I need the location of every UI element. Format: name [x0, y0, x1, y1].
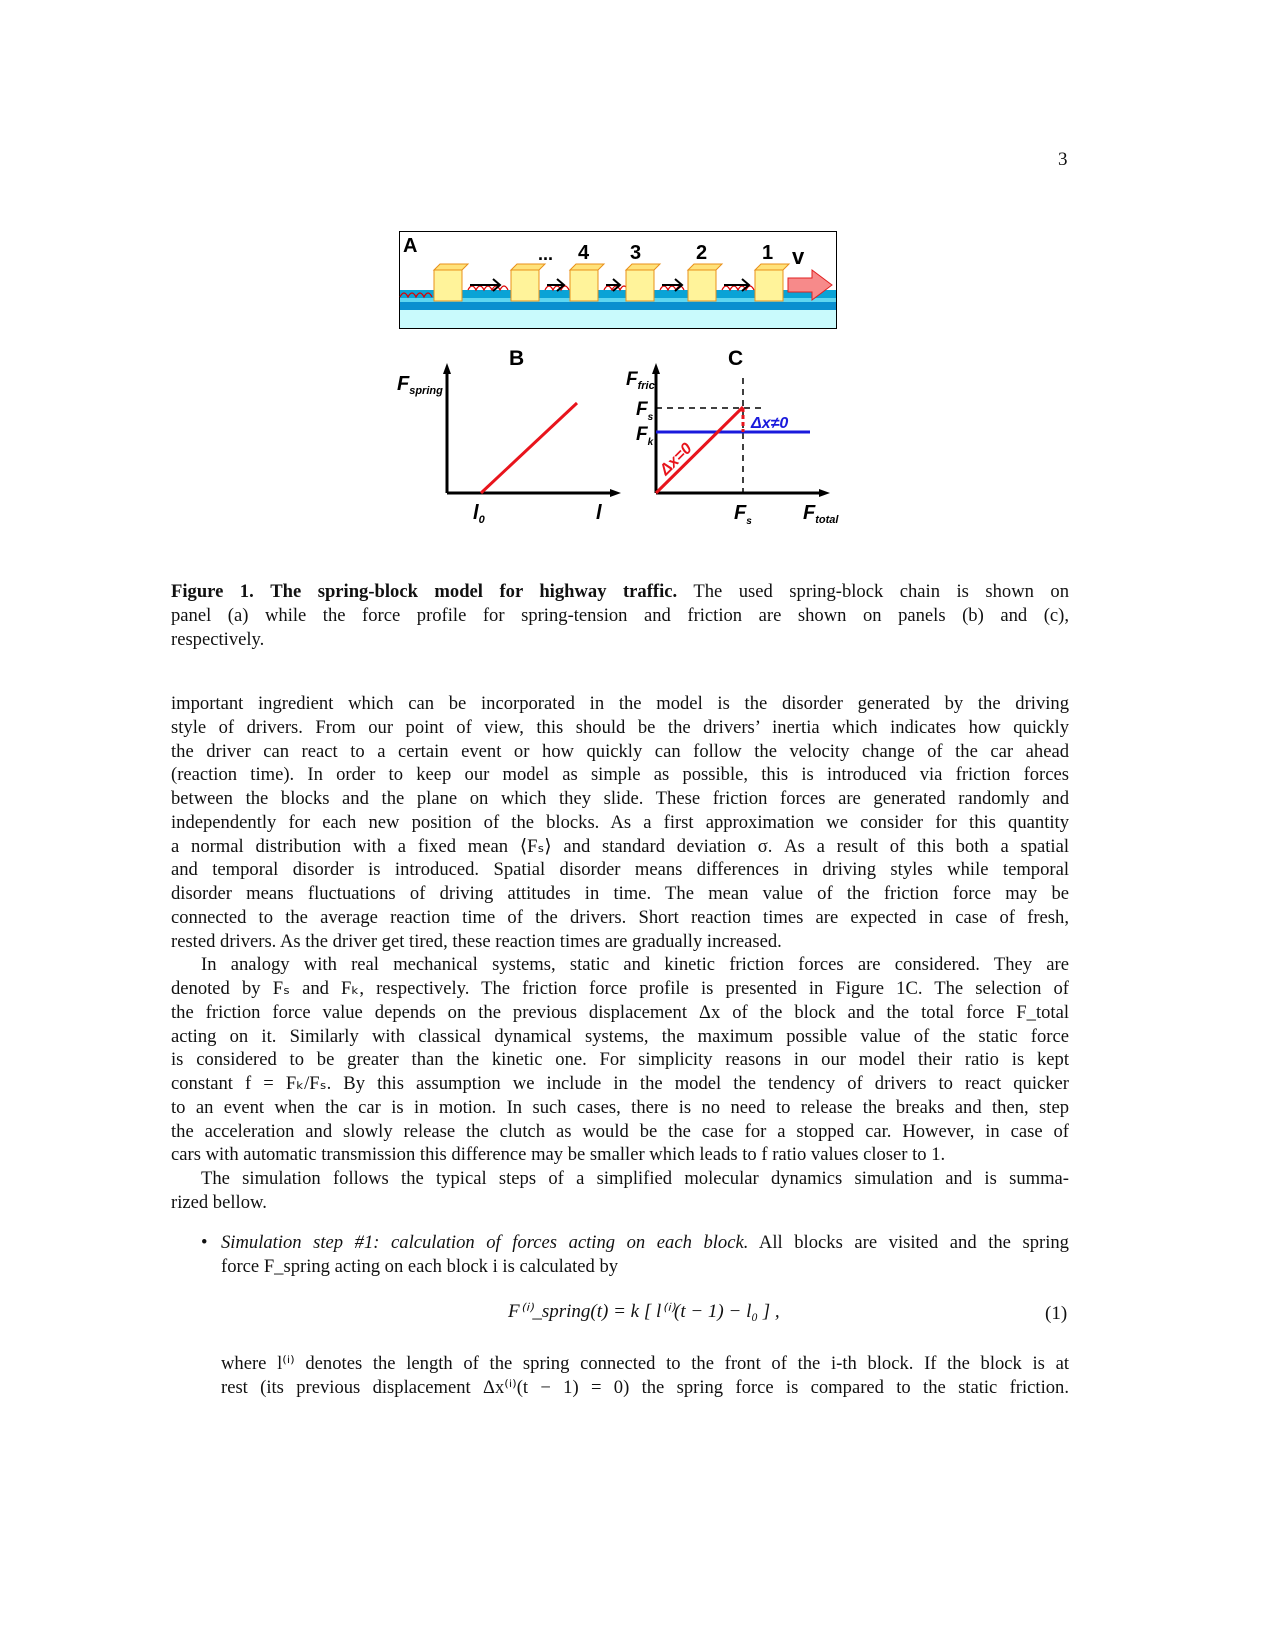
paragraph-line: rized bellow.	[171, 1191, 267, 1213]
panel-b-label: B	[509, 347, 525, 370]
block-top	[511, 264, 545, 270]
road-band	[400, 310, 836, 328]
arrow-icon	[610, 489, 621, 497]
panel-c	[626, 347, 839, 527]
caption-label: Figure 1.	[171, 581, 254, 602]
fk-label: $F_k$	[636, 424, 654, 448]
paragraph-line: constant f = Fₖ/Fₛ. By this assumption we include in the model the tendency of drivers to react quicker	[171, 1073, 1069, 1094]
fs-tick-label: $F_s$	[734, 502, 752, 527]
bullet-continuation	[221, 1352, 1069, 1400]
velocity-label: v	[792, 244, 805, 269]
paragraph-line: cars with automatic transmission this difference may be smaller which leads to f ratio values closer to 1.	[171, 1144, 946, 1166]
block-label: ...	[538, 244, 554, 264]
rest-label: Δx=0	[656, 440, 696, 479]
bullet-text: where l⁽ⁱ⁾ denotes the length of the spring connected to the front of the i-th block. If the block is at	[221, 1353, 1069, 1374]
paragraph-line: disorder means fluctuations of driving attitudes in time. The mean value of the friction force may be	[171, 883, 1069, 904]
page-number: 3	[1058, 149, 1068, 170]
bullet-item	[201, 1231, 1069, 1279]
panel-a	[400, 232, 837, 329]
figure-caption	[171, 580, 1069, 651]
paragraph-line: and temporal disorder is introduced. Spatial disorder means differences in driving styles while temporal	[171, 859, 1069, 881]
block-label: 3	[630, 242, 642, 264]
bullet-text: rest (its previous displacement Δx⁽ⁱ⁾(t − 1) = 0) the spring force is compared to the static friction.	[221, 1376, 1069, 1398]
moving-label: Δx≠0	[751, 415, 789, 432]
panel-b	[397, 347, 621, 526]
paragraph-line: independently for each new position of the blocks. As a first approximation we consider for this quantity	[171, 811, 1069, 833]
x-axis-label: l	[596, 502, 602, 524]
block-top	[570, 264, 604, 270]
step-heading: Simulation step #1: calculation of forces acting on each block.	[221, 1232, 749, 1253]
equation-1: F⁽ⁱ⁾_spring(t) = k [ l⁽ⁱ⁾(t − 1) − l₀ ] ,	[508, 1301, 780, 1322]
arrow-icon	[652, 363, 660, 374]
paragraph-line: acting on it. Similarly with classical dynamical systems, the maximum possible value of the static force	[171, 1025, 1069, 1047]
block-icon	[755, 270, 783, 301]
block-icon	[688, 270, 716, 301]
block-top	[755, 264, 789, 270]
equation-number: (1)	[1045, 1303, 1068, 1324]
fs-label: $F_s$	[636, 399, 654, 423]
road-band	[400, 302, 836, 310]
panel-a-label: A	[403, 235, 418, 257]
paragraph-line: rested drivers. As the driver get tired, these reaction times are gradually increased.	[171, 930, 782, 952]
arrow-icon	[443, 363, 451, 374]
paragraph-line: is considered to be greater than the kinetic one. For simplicity reasons in our model their ratio is kept	[171, 1049, 1069, 1071]
paragraph-line: the driver can react to a certain event or how quickly can follow the velocity change of the car ahead	[171, 740, 1069, 762]
y-axis-label: $F_{spring}$	[397, 373, 443, 397]
paragraph-line: connected to the average reaction time of the drivers. Short reaction times are expected in case of fresh,	[171, 906, 1069, 928]
y-axis-label: $F_{fric}$	[626, 369, 655, 392]
block-icon	[434, 270, 462, 301]
paragraph-line: (reaction time). In order to keep our model as simple as possible, this is introduced via friction forces	[171, 764, 1069, 786]
paragraph-line: important ingredient which can be incorporated in the model is the disorder generated by the driving	[171, 693, 1069, 714]
bullet-text: All blocks are visited and the spring	[748, 1232, 1069, 1253]
paragraph-line: denoted by Fₛ and Fₖ, respectively. The friction force profile is presented in Figure 1C. The selection of	[171, 978, 1069, 999]
block-top	[626, 264, 660, 270]
paragraph-line: the friction force value depends on the previous displacement Δx of the block and the total force F_total	[171, 1001, 1069, 1023]
static-friction-line	[656, 407, 743, 493]
bullet-text: force F_spring acting on each block i is calculated by	[221, 1255, 619, 1277]
caption-title: The spring-block model for highway traffic.	[270, 581, 678, 602]
arrow-icon	[819, 489, 830, 497]
caption-text: The used spring-block chain is shown on	[693, 581, 1069, 602]
spring-force-line	[481, 403, 577, 493]
block-icon	[511, 270, 539, 301]
body-text	[171, 692, 1069, 1215]
figure-1	[0, 0, 1275, 560]
paragraph-line: a normal distribution with a fixed mean ⟨Fₛ⟩ and standard deviation σ. As a result of this both a spatial	[171, 835, 1069, 857]
panel-c-label: C	[728, 347, 744, 370]
caption-text: respectively.	[171, 628, 265, 650]
paragraph-line: The simulation follows the typical steps of a simplified molecular dynamics simulation and is summa-	[201, 1168, 1069, 1189]
block-top	[688, 264, 722, 270]
paragraph-line: to an event when the car is in motion. In such cases, there is no need to release the breaks and then, step	[171, 1096, 1069, 1118]
paragraph-line: In analogy with real mechanical systems, static and kinetic friction forces are considered. They are	[201, 954, 1069, 976]
x-axis-label: $F_{total}$	[803, 502, 839, 526]
paragraph-line: the acceleration and slowly release the clutch as would be the case for a stopped car. However, in case of	[171, 1120, 1069, 1142]
bullet-icon: •	[201, 1232, 208, 1253]
block-label: 2	[696, 242, 708, 264]
caption-text: panel (a) while the force profile for spring-tension and friction are shown on panels (b) and (c),	[171, 604, 1069, 626]
l0-tick-label: $l_0$	[473, 502, 485, 526]
block-top	[434, 264, 468, 270]
block-icon	[626, 270, 654, 301]
paragraph-line: style of drivers. From our point of view, this should be the drivers’ inertia which indicates how quickly	[171, 716, 1069, 738]
block-label: 1	[762, 242, 774, 264]
block-icon	[570, 270, 598, 301]
paragraph-line: between the blocks and the plane on which they slide. These friction forces are generated randomly and	[171, 788, 1069, 809]
block-label: 4	[578, 242, 590, 264]
